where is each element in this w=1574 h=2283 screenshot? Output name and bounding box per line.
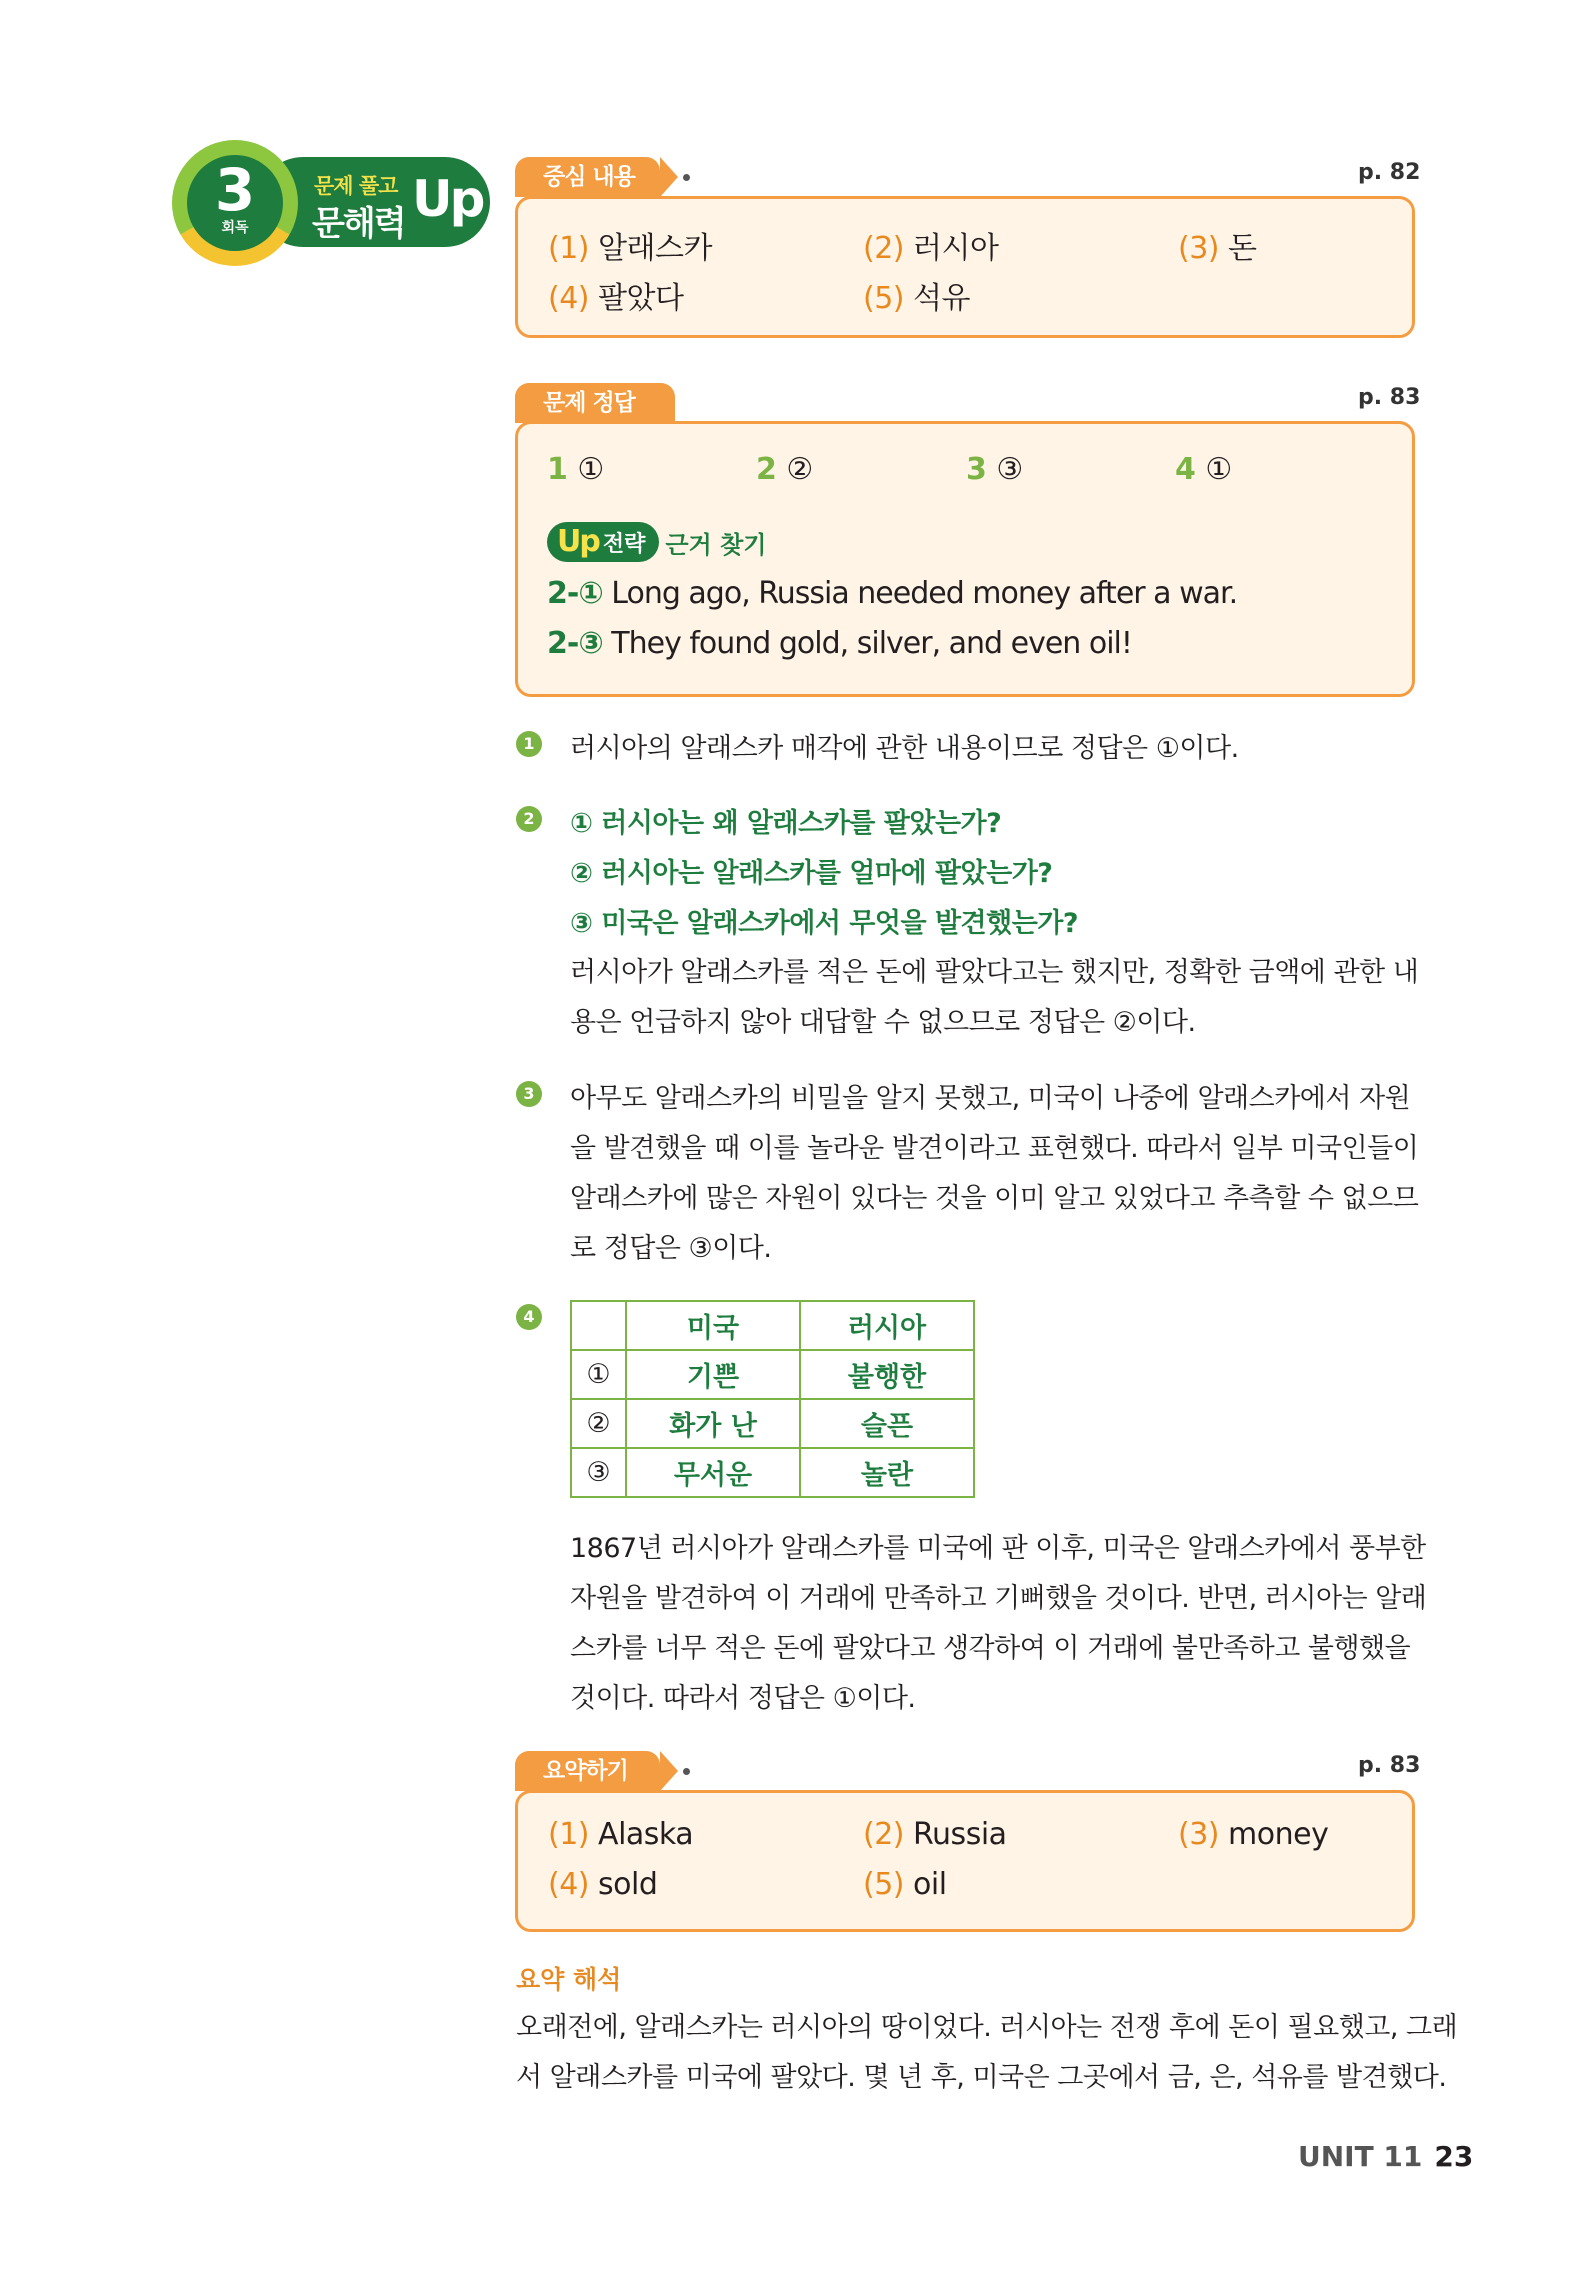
summary-item: (1) Alaska (548, 1817, 694, 1852)
q2-explanation-line: 러시아가 알래스카를 적은 돈에 팔았다고는 했지만, 정확한 금액에 관한 내 (570, 957, 1419, 988)
q4-explanation-line: 1867년 러시아가 알래스카를 미국에 판 이후, 미국은 알래스카에서 풍부한 (570, 1533, 1426, 1564)
answers-page-ref: p. 83 (1358, 385, 1421, 410)
question-4-badge: 4 (516, 1304, 542, 1330)
q4-explanation-line: 스카를 너무 적은 돈에 팔았다고 생각하여 이 거래에 불만족하고 불행했을 (570, 1633, 1411, 1664)
answer-item: 1 ① (547, 452, 605, 487)
main-content-tab-label: 중심 내용 (543, 164, 635, 190)
table-cell: ③ (571, 1448, 626, 1497)
q3-explanation-line: 아무도 알래스카의 비밀을 알지 못했고, 미국이 나중에 알래스카에서 자원 (570, 1083, 1411, 1114)
page-footer (1298, 2140, 1473, 2173)
unit-label: UNIT 11 (1298, 2140, 1423, 2173)
q3-explanation-line: 로 정답은 ③이다. (570, 1233, 772, 1264)
table-cell: 슬픈 (800, 1399, 974, 1448)
summary-translation-line: 오래전에, 알래스카는 러시아의 땅이었다. 러시아는 전쟁 후에 돈이 필요했고, 그래 (516, 2012, 1458, 2043)
badge-up-arrow-icon: Up (412, 170, 483, 228)
table-cell: 놀란 (800, 1448, 974, 1497)
answers-box (515, 421, 1415, 697)
summary-item: (4) sold (548, 1867, 658, 1902)
question-1-badge: 1 (516, 731, 542, 757)
badge-line2: 문해력 (312, 204, 405, 244)
table-cell (571, 1301, 626, 1350)
q3-explanation-line: 알래스카에 많은 자원이 있다는 것을 이미 알고 있었다고 추측할 수 없으므 (570, 1183, 1419, 1214)
badge-line1: 문제 풀고 (314, 174, 398, 198)
summary-page-ref: p. 83 (1358, 1753, 1421, 1778)
q4-explanation-line: 자원을 발견하여 이 거래에 만족하고 기뻐했을 것이다. 반면, 러시아는 알래 (570, 1583, 1427, 1614)
summary-box (515, 1790, 1415, 1932)
q2-choice-line: ① 러시아는 왜 알래스카를 팔았는가? (570, 808, 1002, 839)
summary-item: (2) Russia (863, 1817, 1007, 1852)
answers-tab-label: 문제 정답 (543, 390, 635, 416)
summary-item: (5) oil (863, 1867, 947, 1902)
answer-item: 3 ③ (966, 452, 1024, 487)
q2-choice-line: ③ 미국은 알래스카에서 무엇을 발견했는가? (570, 908, 1079, 939)
table-row (571, 1448, 974, 1497)
evidence-line: 2-③ They found gold, silver, and even oil! (547, 626, 1132, 661)
page-number: 23 (1434, 2140, 1474, 2173)
summary-item: (3) money (1178, 1817, 1329, 1852)
q3-explanation-line: 을 발견했을 때 이를 놀라운 발견이라고 표현했다. 따라서 일부 미국인들이 (570, 1133, 1419, 1164)
question-2-badge: 2 (516, 806, 542, 832)
strategy-label: 근거 찾기 (665, 530, 767, 559)
main-content-item: (3) 돈 (1178, 231, 1257, 266)
badge-hoe-label: 회독 (221, 220, 249, 236)
badge-number: 3 (214, 156, 256, 224)
table-cell: ① (571, 1350, 626, 1399)
question-3-badge: 3 (516, 1081, 542, 1107)
summary-tab-label: 요약하기 (543, 1758, 628, 1784)
up-strategy-pill: Up 전략 (547, 522, 659, 562)
main-content-item: (5) 석유 (863, 281, 971, 316)
emotion-table (570, 1300, 975, 1498)
table-header: 러시아 (800, 1301, 974, 1350)
q4-explanation-line: 것이다. 따라서 정답은 ①이다. (570, 1683, 916, 1714)
table-header-row (571, 1301, 974, 1350)
badge-circle (172, 140, 298, 266)
q1-explanation-line: 러시아의 알래스카 매각에 관한 내용이므로 정답은 ①이다. (570, 733, 1239, 764)
table-cell: 불행한 (800, 1350, 974, 1399)
main-content-item: (1) 알래스카 (548, 231, 712, 266)
main-content-box (515, 196, 1415, 338)
q2-choice-line: ② 러시아는 알래스카를 얼마에 팔았는가? (570, 858, 1053, 889)
summary-translation-line: 서 알래스카를 미국에 팔았다. 몇 년 후, 미국은 그곳에서 금, 은, 석유를 발견했다. (516, 2062, 1447, 2093)
table-header: 미국 (626, 1301, 800, 1350)
main-content-item: (2) 러시아 (863, 231, 999, 266)
main-content-page-ref: p. 82 (1358, 160, 1421, 185)
table-cell: 무서운 (626, 1448, 800, 1497)
table-row (571, 1399, 974, 1448)
q2-explanation-line: 용은 언급하지 않아 대답할 수 없으므로 정답은 ②이다. (570, 1007, 1196, 1038)
answer-item: 2 ② (756, 452, 814, 487)
answer-item: 4 ① (1175, 452, 1233, 487)
summary-tab (515, 1751, 660, 1791)
evidence-line: 2-① Long ago, Russia needed money after a war. (547, 576, 1238, 611)
table-cell: ② (571, 1399, 626, 1448)
up-icon: Up (557, 524, 599, 559)
table-cell: 기쁜 (626, 1350, 800, 1399)
table-row (571, 1350, 974, 1399)
round-badge (172, 140, 490, 266)
answers-tab (515, 383, 675, 423)
main-content-item: (4) 팔았다 (548, 281, 684, 316)
summary-translation-title: 요약 해석 (516, 1965, 622, 1994)
table-cell: 화가 난 (626, 1399, 800, 1448)
strategy-row (547, 522, 766, 562)
main-content-tab (515, 157, 660, 197)
